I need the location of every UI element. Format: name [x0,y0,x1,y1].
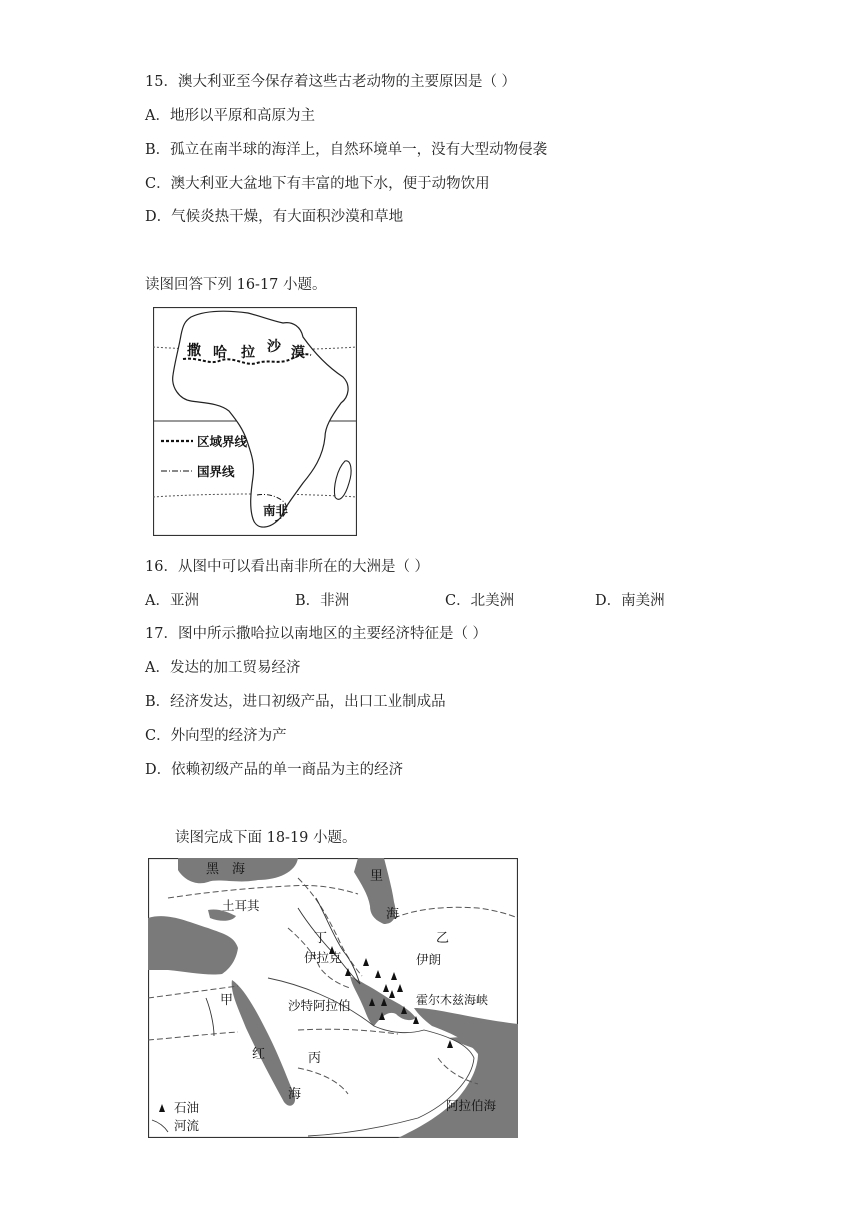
q15-option-d: D．气候炎热干燥，有大面积沙漠和草地 [145,209,404,225]
turkey-label: 土耳其 [222,898,260,913]
q15-option-c: C．澳大利亚大盆地下有丰富的地下水，便于动物饮用 [145,176,490,192]
sahara-label-5: 漠 [291,345,305,361]
red-sea-label-2: 海 [288,1087,302,1102]
q16-option-c: C．北美洲 [445,593,515,609]
legend-river: 河流 [174,1118,200,1133]
black-sea-label-1: 黑 [206,862,220,877]
bing-label: 丙 [308,1051,322,1066]
legend-oil: 石油 [174,1100,200,1115]
africa-map [153,307,357,536]
south-africa-label: 南非 [263,503,289,518]
legend-region-line: 区域界线 [197,434,248,449]
intro-16-17: 读图回答下列 16-17 小题。 [145,277,327,293]
arabian-sea-label: 阿拉伯海 [446,1098,497,1113]
hormuz-label: 霍尔木兹海峡 [416,993,489,1007]
q15-option-a: A．地形以平原和高原为主 [145,108,315,124]
q15-option-b: B．孤立在南半球的海洋上，自然环境单一，没有大型动物侵袭 [145,142,548,158]
iran-label: 伊朗 [416,952,442,967]
q16-option-a: A．亚洲 [145,593,199,609]
ding-label: 丁 [314,931,328,946]
q17-option-b: B．经济发达，进口初级产品，出口工业制成品 [145,694,446,710]
jia-label: 甲 [220,993,234,1008]
yi-label: 乙 [436,931,450,946]
caspian-label-1: 里 [370,869,384,884]
intro-18-19: 读图完成下面 18-19 小题。 [175,830,357,846]
iraq-label: 伊拉克 [304,950,342,965]
q15-stem: 15．澳大利亚至今保存着这些古老动物的主要原因是（ ） [145,74,517,90]
q17-stem: 17．图中所示撒哈拉以南地区的主要经济特征是（ ） [145,626,488,642]
middle-east-map [148,858,518,1138]
saudi-label: 沙特阿拉伯 [288,998,351,1013]
sahara-label-2: 哈 [213,345,227,361]
q16-stem: 16．从图中可以看出南非所在的大洲是（ ） [145,559,430,575]
q17-option-d: D．依赖初级产品的单一商品为主的经济 [145,762,404,778]
red-sea-label-1: 红 [252,1047,266,1062]
caspian-label-2: 海 [386,907,400,922]
legend-border-line: 国界线 [197,464,235,479]
sahara-label-4: 沙 [267,339,281,355]
sahara-label-1: 撒 [187,343,201,359]
q16-option-b: B．非洲 [295,593,350,609]
q16-option-d: D．南美洲 [595,593,665,609]
q17-option-c: C．外向型的经济为产 [145,728,287,744]
black-sea-label-2: 海 [232,862,246,877]
q17-option-a: A．发达的加工贸易经济 [145,660,301,676]
sahara-label-3: 拉 [241,345,255,361]
